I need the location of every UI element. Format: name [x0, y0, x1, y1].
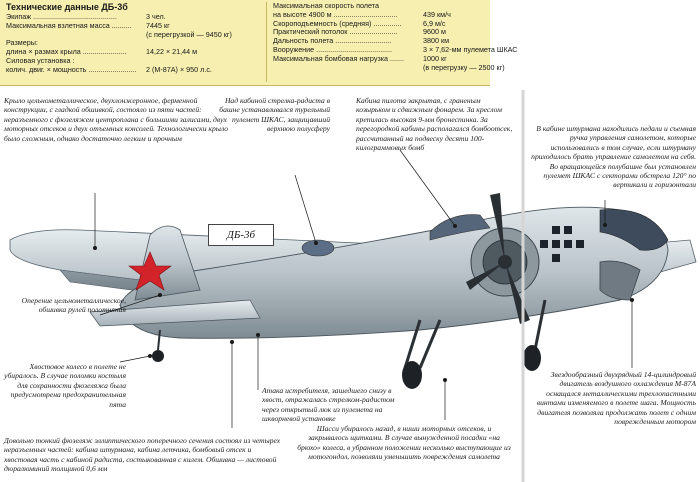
spec-label: Максимальная бомбовая нагрузка .......: [273, 53, 405, 63]
spec-label: Дальность полета ............................: [273, 36, 392, 46]
spec-label: Максимальная скорость полета: [273, 1, 379, 10]
spec-value: 3 чел.: [146, 12, 166, 21]
spec-value: 3 × 7,62-мм пулемета ШКАС: [423, 44, 518, 54]
note-pilot: Кабина пилота закрытая, с граненым козырьком и сдвижным фонарем. За креслом крепилась высокая 9-мм бронеспинка. За перегородкой кабины располагался бомбоотсек, рассчитанный на подвеску десяти 100-килограммовых бомб: [356, 96, 513, 153]
note-engine: Звездообразный двухрядный 14-цилиндровый двигатель воздушного охлаждения М-87А оснащался металлическими трехлопастными винтами изменяемого в полете шага. Мощность двигателя позволяла продолжать полет с одним поврежденным мотором: [536, 370, 696, 427]
spec-value: 6,9 м/с: [423, 18, 446, 28]
spec-label: Силовая установка :: [6, 55, 75, 65]
note-navigator: В кабине штурмана находились педали и съемная ручка управления самолетом, которые использовались в том случае, если штурману приходилось брать управление самолетом на себя. Во вращающейся полубашне был установлен пулемет ШКАС с секторами обстрела 120° по вертикали и горизонтали: [531, 124, 696, 190]
note-gear: Шасси убиралось назад, в ниши моторных отсеков, и закрывалось щитками. В случае вынужденной посадки «на брюхо» колеса, в убранном положении несколько выступающие из мотогондол, позволяли уменьшить повреждения самолета: [297, 424, 511, 462]
spec-title: Технические данные ДБ-3б: [6, 2, 128, 12]
spec-label: Экипаж ..........................................: [6, 12, 117, 21]
aircraft-label: ДБ-3б: [208, 224, 274, 246]
spec-value: 7445 кг: [146, 20, 170, 30]
note-attack: Атака истребителя, зашедшего снизу в хвост, отражалась стрелком-радистом через открытый люк из пулемета на шкворневой установке: [262, 386, 395, 424]
note-wing: Крыло цельнометаллическое, двухлонжеронное, ферменной конструкции, с гладкой обшивкой, состояло из пяти частей: неразъемного с фюзеляжем центроплана с большими залисами, двух моторных отсеков и двух отъемных консолей. Технологически крыло было сложным, однако достаточно легким и прочным: [4, 96, 229, 143]
main-wheel: [402, 361, 422, 389]
spec-value: 2 (М-87А) × 950 л.с.: [146, 64, 212, 74]
spec-value: 9600 м: [423, 27, 446, 37]
note-gunner: Над кабиной стрелка-радиста в башне устанавливался турельный пулемет ШКАС, защищавший верхнюю полусферу: [219, 96, 330, 134]
spec-value: (в перегрузку — 2500 кг): [423, 62, 505, 72]
note-tailwheel: Хвостовое колесо в полете не убиралось. В случае поломки костыля для сохранности фюзеляжа была предусмотрена предохранительная пята: [4, 362, 126, 409]
gunner-turret: [302, 240, 334, 256]
spec-label: Размеры:: [6, 38, 38, 48]
note-fuselage: Довольно тонкий фюзеляж эллиптического поперечного сечения состоял из четырех неразъемных частей: кабина штурмана, кабина летчика, бомбовый отсек и хвостовая часть с кабиной радиста, состыкованная с килем. Обшивка — листовой дюралюминий толщиной 0,6 мм: [4, 436, 281, 474]
spec-label: Максимальная взлетная масса ..........: [6, 20, 132, 30]
spec-value: 3800 км: [423, 36, 450, 46]
spec-value: 14,22 × 21,44 м: [146, 47, 198, 57]
spec-value: 1000 кг: [423, 53, 447, 63]
spec-label: длина × размах крыла ......................: [6, 47, 127, 57]
spec-label: Скороподъемность (средняя) ..............: [273, 18, 402, 28]
spec-label: на высоте 4900 м ................................: [273, 9, 398, 19]
spec-label: Вооружение ......................................: [273, 44, 393, 54]
main-wheel: [523, 345, 541, 371]
spec-value: (с перегрузкой — 9450 кг): [146, 29, 232, 39]
spec-value: 439 км/ч: [423, 9, 451, 19]
note-tail: Оперение цельнометаллическое, обшивка рулей полотняная: [21, 296, 126, 315]
tailwheel: [152, 350, 164, 362]
spec-label: колич. двиг. × мощность ........................: [6, 64, 137, 74]
spec-label: Практический потолок ........................: [273, 27, 398, 37]
